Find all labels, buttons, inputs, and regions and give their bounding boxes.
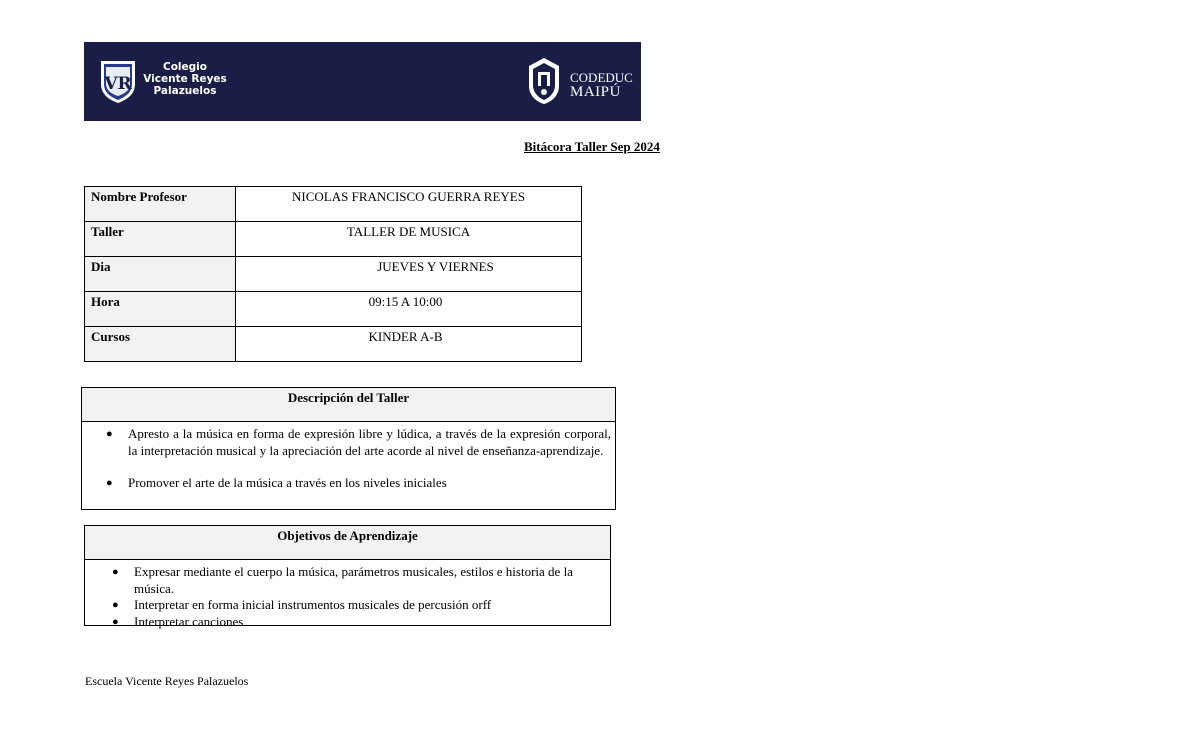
info-table	[84, 186, 582, 362]
codeduc-line: MAIPÚ	[570, 84, 621, 100]
objectives-box	[84, 525, 611, 629]
row-label: Cursos	[85, 327, 236, 362]
list-item-text: Interpretar canciones	[134, 613, 244, 629]
bullet-icon: ●	[112, 599, 119, 611]
row-label: Hora	[85, 292, 236, 327]
list-item	[106, 475, 611, 492]
bullet-icon: ●	[112, 615, 119, 628]
row-value: 09:15 A 10:00	[236, 292, 582, 327]
objectives-list	[85, 560, 610, 630]
page-footer: Escuela Vicente Reyes Palazuelos	[85, 674, 249, 688]
list-item-text: Apresto a la música en forma de expresión libre y lúdica, a través de la expresión corporal, la interpretación musical y la apreciación del arte acorde al nivel de enseñanza-aprendizaje.	[128, 426, 611, 458]
row-value: KINDER A-B	[236, 327, 582, 362]
school-name-line: Palazuelos	[153, 85, 217, 97]
list-item	[106, 426, 611, 459]
list-item-text: Interpretar en forma inicial instrumentos musicales de percusión orff	[134, 597, 492, 612]
row-value: TALLER DE MUSICA	[236, 222, 582, 257]
header-banner	[84, 42, 641, 121]
codeduc-name	[570, 71, 633, 99]
list-item	[112, 613, 604, 631]
description-box	[81, 387, 616, 510]
school-name	[140, 61, 230, 97]
codeduc-seal-icon	[525, 56, 563, 106]
list-item-text: Promover el arte de la música a través en los niveles iniciales	[128, 475, 447, 490]
bullet-icon: ●	[112, 566, 119, 578]
row-label: Nombre Profesor	[85, 187, 236, 222]
table-row	[85, 327, 582, 362]
row-value: NICOLAS FRANCISCO GUERRA REYES	[236, 187, 582, 222]
table-row	[85, 292, 582, 327]
table-row	[85, 187, 582, 222]
school-name-line: Colegio	[163, 61, 207, 73]
school-name-line: Vicente Reyes	[143, 73, 227, 85]
row-label: Taller	[85, 222, 236, 257]
list-item	[112, 597, 604, 614]
list-item-text: Expresar mediante el cuerpo la música, parámetros musicales, estilos e historia de la música.	[134, 564, 573, 596]
svg-text:VR: VR	[104, 74, 132, 94]
objectives-heading: Objetivos de Aprendizaje	[85, 526, 610, 560]
row-value: JUEVES Y VIERNES	[236, 257, 582, 292]
description-heading: Descripción del Taller	[82, 388, 615, 422]
bullet-icon: ●	[106, 477, 113, 489]
codeduc-line: CODEDUC	[570, 70, 633, 85]
bullet-icon: ●	[106, 428, 113, 440]
row-label: Dia	[85, 257, 236, 292]
list-item	[112, 564, 604, 597]
document-title: Bitácora Taller Sep 2024	[524, 139, 660, 154]
table-row	[85, 257, 582, 292]
school-crest-icon	[98, 58, 138, 104]
description-list	[82, 422, 615, 492]
table-row	[85, 222, 582, 257]
